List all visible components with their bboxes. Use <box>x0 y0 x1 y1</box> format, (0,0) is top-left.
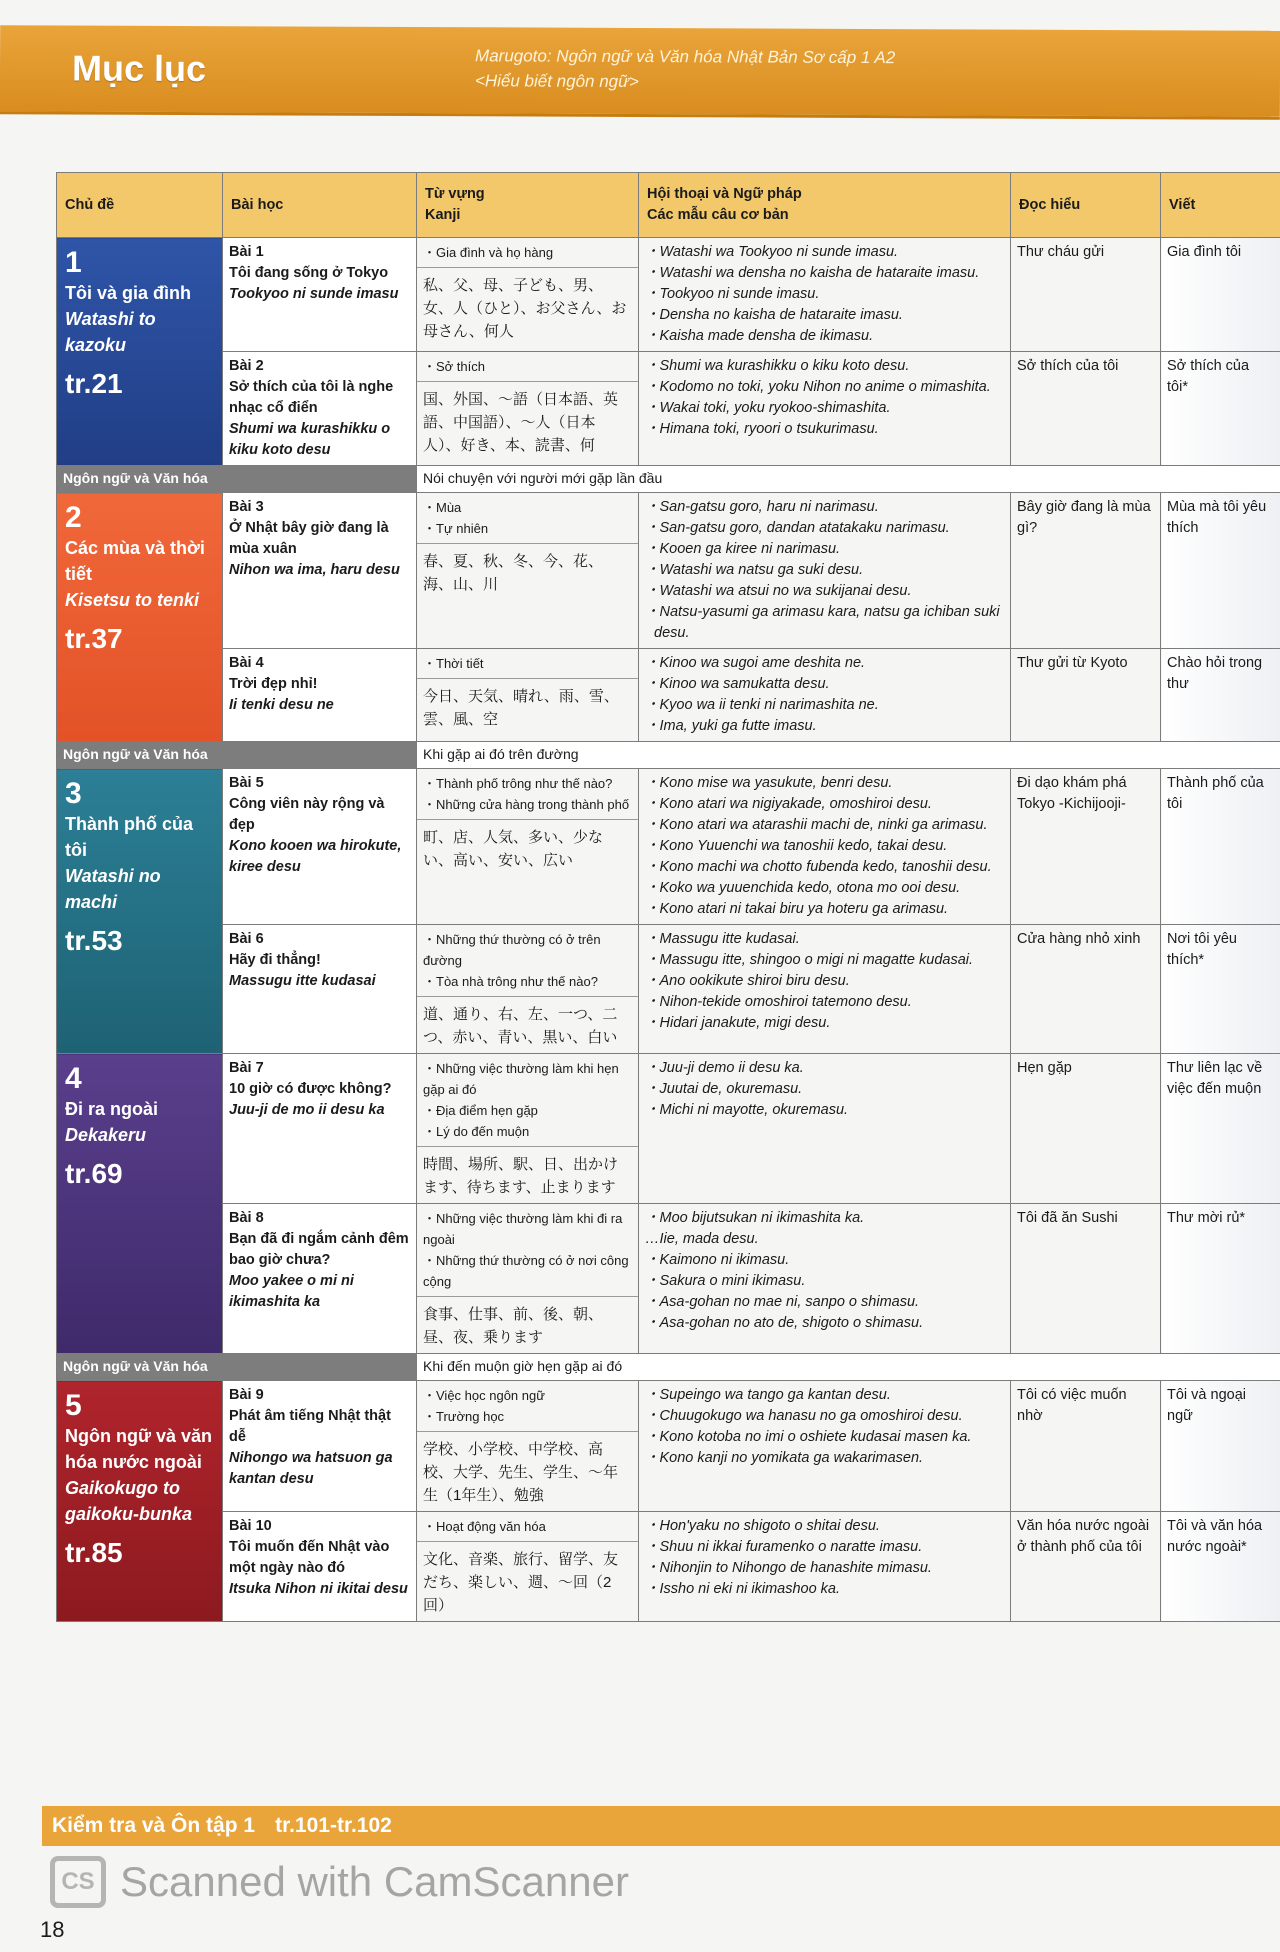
review-label: Kiểm tra và Ôn tập 1 <box>52 1814 256 1837</box>
culture-topic: Khi gặp ai đó trên đường <box>417 742 1280 769</box>
grammar-sentence: ・San-gatsu goro, dandan atatakaku narimasu. <box>645 520 950 536</box>
col-grammar-header <box>639 173 1011 238</box>
topic-cell <box>57 493 223 742</box>
grammar-cell <box>639 1204 1011 1354</box>
topic-romaji: Gaikokugo to gaikoku-bunka <box>65 1478 193 1524</box>
lesson-title: Hãy đi thẳng! <box>229 952 321 968</box>
grammar-cell <box>639 493 1011 649</box>
grammar-sentence: ・Kaisha made densha de ikimasu. <box>645 328 874 344</box>
grammar-sentence: ・Asa-gohan no mae ni, sanpo o shimasu. <box>645 1294 920 1310</box>
reading-cell: Bây giờ đang là mùa gì? <box>1011 493 1161 649</box>
grammar-sentence: ・Natsu-yasumi ga arimasu kara, natsu ga ichiban suki desu. <box>645 604 1000 641</box>
topic-romaji: Dekakeru <box>65 1125 147 1145</box>
writing-cell: Sở thích của tôi* <box>1161 352 1280 466</box>
kanji-list: 春、夏、秋、冬、今、花、海、山、川 <box>423 553 604 593</box>
vocab-topic: ・Lý do đến muộn <box>423 1124 530 1139</box>
vocab-topic: ・Hoạt động văn hóa <box>423 1519 546 1534</box>
lesson-number: Bài 3 <box>229 499 264 515</box>
vocab-cell <box>417 1512 639 1622</box>
vocab-topic: ・Những việc thường làm khi hẹn gặp ai đó <box>423 1061 619 1097</box>
table-header-row <box>57 173 1280 238</box>
lesson-romaji: Nihongo wa hatsuon ga kantan desu <box>229 1450 393 1487</box>
lesson-row <box>57 238 1280 352</box>
topic-romaji: Watashi no machi <box>65 866 161 912</box>
lesson-cell <box>223 649 417 742</box>
book-title-line: Marugoto: Ngôn ngữ và Văn hóa Nhật Bản Sơ cấp 1 A2 <box>475 46 896 68</box>
col-reading-header: Đọc hiểu <box>1011 173 1161 238</box>
lesson-row <box>57 1512 1280 1622</box>
grammar-cell <box>639 1054 1011 1204</box>
review-pages: tr.101-tr.102 <box>275 1814 392 1837</box>
writing-cell: Mùa mà tôi yêu thích <box>1161 493 1280 649</box>
grammar-sentence: ・Kono kotoba no imi o oshiete kudasai masen ka. <box>645 1429 972 1445</box>
grammar-sentence: ・Juu-ji demo ii desu ka. <box>645 1060 804 1076</box>
reading-cell: Tôi có việc muốn nhờ <box>1011 1381 1161 1512</box>
vocab-divider <box>417 996 638 997</box>
culture-row <box>57 742 1280 769</box>
vocab-topic: ・Thời tiết <box>423 656 484 671</box>
topic-romaji: Kisetsu to tenki <box>65 590 200 610</box>
grammar-cell <box>639 1381 1011 1512</box>
lesson-number: Bài 7 <box>229 1060 264 1076</box>
lesson-cell <box>223 238 417 352</box>
lesson-cell <box>223 1512 417 1622</box>
topic-cell <box>57 769 223 1054</box>
vocab-topic: ・Thành phố trông như thế nào? <box>423 776 613 791</box>
lesson-number: Bài 2 <box>229 358 264 374</box>
vocab-topic: ・Địa điểm hẹn gặp <box>423 1103 538 1118</box>
topic-title: Ngôn ngữ và văn hóa nước ngoài <box>65 1426 213 1472</box>
vocab-cell <box>417 649 639 742</box>
book-subtitle <box>475 43 895 95</box>
grammar-sentence: ・Shuu ni ikkai furamenko o naratte imasu. <box>645 1539 923 1555</box>
grammar-sentence: ・Watashi wa atsui no wa sukijanai desu. <box>645 583 912 599</box>
culture-label: Ngôn ngữ và Văn hóa <box>57 742 417 769</box>
grammar-cell <box>639 649 1011 742</box>
lesson-romaji: Ii tenki desu ne <box>229 697 334 713</box>
vocab-divider <box>417 819 638 820</box>
vocab-cell <box>417 1381 639 1512</box>
grammar-sentence: ・Kyoo wa ii tenki ni narimashita ne. <box>645 697 879 713</box>
lesson-row <box>57 1204 1280 1354</box>
grammar-sentence: ・Kodomo no toki, yoku Nihon no anime o mimashita. <box>645 379 991 395</box>
grammar-sentence: ・Kono atari ni takai biru ya hoteru ga arimasu. <box>645 901 949 917</box>
col-theme-header: Chủ đề <box>57 173 223 238</box>
writing-cell: Thành phố của tôi <box>1161 769 1280 925</box>
topic-cell <box>57 1054 223 1354</box>
vocab-topic: ・Tự nhiên <box>423 521 489 536</box>
vocab-cell <box>417 925 639 1054</box>
col-vocab-header <box>417 173 639 238</box>
kanji-list: 道、通り、右、左、一つ、二つ、赤い、青い、黒い、白い <box>423 1006 618 1046</box>
reading-cell: Thư cháu gửi <box>1011 238 1161 352</box>
grammar-sentence: ・Kaimono ni ikimasu. <box>645 1252 790 1268</box>
lesson-row <box>57 769 1280 925</box>
topic-title: Tôi và gia đình <box>65 283 192 303</box>
topic-romaji: Watashi to kazoku <box>65 309 156 355</box>
lesson-romaji: Itsuka Nihon ni ikitai desu <box>229 1581 408 1597</box>
vocab-cell <box>417 1054 639 1204</box>
grammar-sentence: ・Ano ookikute shiroi biru desu. <box>645 973 850 989</box>
grammar-sentence: ・Ima, yuki ga futte imasu. <box>645 718 817 734</box>
grammar-sentence: ・Koko wa yuuenchida kedo, otona mo ooi desu. <box>645 880 961 896</box>
vocab-divider <box>417 1146 638 1147</box>
culture-topic: Nói chuyện với người mới gặp lần đầu <box>417 466 1280 493</box>
vocab-divider <box>417 678 638 679</box>
lesson-romaji: Kono kooen wa hirokute, kiree desu <box>229 838 402 875</box>
vocab-topic: ・Tòa nhà trông như thế nào? <box>423 974 598 989</box>
lesson-title: Sở thích của tôi là nghe nhạc cổ điển <box>229 379 394 416</box>
culture-label: Ngôn ngữ và Văn hóa <box>57 466 417 493</box>
lesson-title: Bạn đã đi ngắm cảnh đêm bao giờ chưa? <box>229 1231 409 1268</box>
lesson-number: Bài 6 <box>229 931 264 947</box>
lesson-number: Bài 5 <box>229 775 264 791</box>
vocab-header-line1: Từ vựng <box>425 186 485 202</box>
grammar-sentence: ・Densha no kaisha de hataraite imasu. <box>645 307 903 323</box>
kanji-list: 文化、音楽、旅行、留学、友だち、楽しい、週、～回（2回） <box>423 1551 619 1614</box>
vocab-header-line2: Kanji <box>425 207 461 223</box>
topic-title: Các mùa và thời tiết <box>65 538 205 584</box>
grammar-sentence: ・Issho ni eki ni ikimashoo ka. <box>645 1581 841 1597</box>
lesson-cell <box>223 925 417 1054</box>
topic-page: tr.37 <box>65 623 123 654</box>
topic-page: tr.69 <box>65 1158 123 1189</box>
grammar-sentence: ・Kooen ga kiree ni narimasu. <box>645 541 841 557</box>
grammar-sentence: ・Sakura o mini ikimasu. <box>645 1273 806 1289</box>
grammar-sentence: ・Supeingo wa tango ga kantan desu. <box>645 1387 891 1403</box>
reading-cell: Cửa hàng nhỏ xinh <box>1011 925 1161 1054</box>
grammar-sentence: ・Kono atari wa nigiyakade, omoshiroi desu. <box>645 796 932 812</box>
vocab-divider <box>417 381 638 382</box>
vocab-cell <box>417 352 639 466</box>
camscanner-logo-icon: CS <box>50 1856 106 1908</box>
lesson-row <box>57 1054 1280 1204</box>
reading-cell: Sở thích của tôi <box>1011 352 1161 466</box>
scanner-watermark <box>50 1852 629 1912</box>
kanji-list: 町、店、人気、多い、少ない、高い、安い、広い <box>423 829 604 869</box>
lesson-title: Tôi muốn đến Nhật vào một ngày nào đó <box>229 1539 390 1576</box>
grammar-sentence: ・Tookyoo ni sunde imasu. <box>645 286 820 302</box>
vocab-divider <box>417 1541 638 1542</box>
lesson-title: 10 giờ có được không? <box>229 1081 392 1097</box>
grammar-sentence: ・Kono kanji no yomikata ga wakarimasen. <box>645 1450 924 1466</box>
writing-cell: Thư mời rủ* <box>1161 1204 1280 1354</box>
vocab-cell <box>417 238 639 352</box>
grammar-sentence: ・Himana toki, ryoori o tsukurimasu. <box>645 421 879 437</box>
lesson-romaji: Tookyoo ni sunde imasu <box>229 286 399 302</box>
vocab-topic: ・Những thứ thường có ở nơi công cộng <box>423 1253 629 1289</box>
review-bar <box>42 1806 1280 1846</box>
grammar-sentence: ・Asa-gohan no ato de, shigoto o shimasu. <box>645 1315 924 1331</box>
lesson-number: Bài 4 <box>229 655 264 671</box>
lesson-romaji: Juu-ji de mo ii desu ka <box>229 1102 385 1118</box>
vocab-topic: ・Gia đình và họ hàng <box>423 245 554 260</box>
vocab-cell <box>417 1204 639 1354</box>
col-writing-header: Viết <box>1161 173 1280 238</box>
reading-cell: Đi dạo khám phá Tokyo -Kichijooji- <box>1011 769 1161 925</box>
kanji-list: 私、父、母、子ども、男、女、人（ひと）、お父さん、お母さん、何人 <box>423 277 627 340</box>
grammar-sentence: ・Nihonjin to Nihongo de hanashite mimasu. <box>645 1560 932 1576</box>
lesson-title: Tôi đang sống ở Tokyo <box>229 265 389 281</box>
culture-label: Ngôn ngữ và Văn hóa <box>57 1354 417 1381</box>
lesson-row <box>57 1381 1280 1512</box>
vocab-divider <box>417 267 638 268</box>
topic-number: 4 <box>65 1062 82 1095</box>
grammar-sentence: ・Kono Yuuenchi wa tanoshii kedo, takai desu. <box>645 838 948 854</box>
topic-page: tr.21 <box>65 368 123 399</box>
vocab-divider <box>417 1296 638 1297</box>
lesson-cell <box>223 1054 417 1204</box>
vocab-divider <box>417 543 638 544</box>
header-banner <box>0 25 1280 120</box>
writing-cell: Nơi tôi yêu thích* <box>1161 925 1280 1054</box>
vocab-divider <box>417 1431 638 1432</box>
grammar-header-line1: Hội thoại và Ngữ pháp <box>647 186 802 202</box>
grammar-header-line2: Các mẫu câu cơ bản <box>647 207 789 223</box>
kanji-list: 時間、場所、駅、日、出かけます、待ちます、止まります <box>423 1156 619 1196</box>
page-title: Mục lục <box>71 47 207 90</box>
grammar-cell <box>639 238 1011 352</box>
grammar-sentence: ・Watashi wa natsu ga suki desu. <box>645 562 864 578</box>
grammar-sentence: ・Wakai toki, yoku ryokoo-shimashita. <box>645 400 891 416</box>
topic-title: Đi ra ngoài <box>65 1099 159 1119</box>
lesson-cell <box>223 352 417 466</box>
reading-cell: Văn hóa nước ngoài ở thành phố của tôi <box>1011 1512 1161 1622</box>
grammar-cell <box>639 352 1011 466</box>
grammar-sentence: ・Hidari janakute, migi desu. <box>645 1015 831 1031</box>
vocab-topic: ・Sở thích <box>423 359 485 374</box>
grammar-cell <box>639 769 1011 925</box>
grammar-sentence: ・Kono mise wa yasukute, benri desu. <box>645 775 893 791</box>
lesson-number: Bài 1 <box>229 244 264 260</box>
lesson-cell <box>223 1204 417 1354</box>
kanji-list: 国、外国、～語（日本語、英語、中国語）、～人（日本人）、好き、本、読書、何 <box>423 391 619 454</box>
topic-page: tr.85 <box>65 1537 123 1568</box>
page-number: 18 <box>40 1917 65 1942</box>
topic-title: Thành phố của tôi <box>65 814 193 860</box>
culture-topic: Khi đến muộn giờ hẹn gặp ai đó <box>417 1354 1280 1381</box>
topic-number: 2 <box>65 501 82 534</box>
kanji-list: 今日、天気、晴れ、雨、雪、雲、風、空 <box>423 688 619 728</box>
lesson-cell <box>223 769 417 925</box>
lesson-cell <box>223 1381 417 1512</box>
culture-row <box>57 466 1280 493</box>
topic-cell <box>57 1381 223 1622</box>
grammar-cell <box>639 925 1011 1054</box>
vocab-cell <box>417 493 639 649</box>
grammar-sentence: ・San-gatsu goro, haru ni narimasu. <box>645 499 879 515</box>
vocab-topic: ・Trường học <box>423 1409 505 1424</box>
lesson-cell <box>223 493 417 649</box>
kanji-list: 食事、仕事、前、後、朝、昼、夜、乗ります <box>423 1306 604 1346</box>
grammar-sentence: ・Hon'yaku no shigoto o shitai desu. <box>645 1518 880 1534</box>
grammar-sentence: ・Nihon-tekide omoshiroi tatemono desu. <box>645 994 912 1010</box>
vocab-cell <box>417 769 639 925</box>
vocab-topic: ・Những cửa hàng trong thành phố <box>423 797 630 812</box>
col-lesson-header: Bài học <box>223 173 417 238</box>
writing-cell: Thư liên lạc về việc đến muộn <box>1161 1054 1280 1204</box>
vocab-topic: ・Những việc thường làm khi đi ra ngoài <box>423 1211 623 1247</box>
reading-cell: Thư gửi từ Kyoto <box>1011 649 1161 742</box>
vocab-topic: ・Mùa <box>423 500 462 515</box>
lesson-row <box>57 352 1280 466</box>
vocab-topic: ・Việc học ngôn ngữ <box>423 1388 545 1403</box>
lesson-romaji: Shumi wa kurashikku o kiku koto desu <box>229 421 391 458</box>
culture-row <box>57 1354 1280 1381</box>
grammar-sentence: ・Watashi wa densha no kaisha de hataraite imasu. <box>645 265 980 281</box>
topic-page: tr.53 <box>65 925 123 956</box>
toc-table <box>56 172 1280 1622</box>
grammar-sentence: ・Juutai de, okuremasu. <box>645 1081 803 1097</box>
lesson-number: Bài 10 <box>229 1518 272 1534</box>
writing-cell: Tôi và ngoại ngữ <box>1161 1381 1280 1512</box>
lesson-row <box>57 925 1280 1054</box>
grammar-sentence: ・Chuugokugo wa hanasu no ga omoshiroi desu. <box>645 1408 963 1424</box>
topic-cell <box>57 238 223 466</box>
lesson-row <box>57 649 1280 742</box>
reading-cell: Hẹn gặp <box>1011 1054 1161 1204</box>
book-series-line: <Hiểu biết ngôn ngữ> <box>474 71 639 91</box>
grammar-sentence: ・Moo bijutsukan ni ikimashita ka. <box>645 1210 865 1226</box>
lesson-romaji: Moo yakee o mi ni ikimashita ka <box>229 1273 354 1310</box>
topic-number: 3 <box>65 777 82 810</box>
writing-cell: Gia đình tôi <box>1161 238 1280 352</box>
kanji-list: 学校、小学校、中学校、高校、大学、先生、学生、～年生（1年生）、勉強 <box>423 1441 619 1504</box>
lesson-romaji: Massugu itte kudasai <box>229 973 376 989</box>
lesson-number: Bài 8 <box>229 1210 264 1226</box>
reading-cell: Tôi đã ăn Sushi <box>1011 1204 1161 1354</box>
lesson-number: Bài 9 <box>229 1387 264 1403</box>
lesson-title: Công viên này rộng và đẹp <box>229 796 385 833</box>
grammar-sentence: …Iie, mada desu. <box>645 1231 759 1247</box>
grammar-sentence: ・Massugu itte, shingoo o migi ni magatte kudasai. <box>645 952 974 968</box>
grammar-sentence: ・Michi ni mayotte, okuremasu. <box>645 1102 849 1118</box>
writing-cell: Chào hỏi trong thư <box>1161 649 1280 742</box>
writing-cell: Tôi và văn hóa nước ngoài* <box>1161 1512 1280 1622</box>
grammar-sentence: ・Kinoo wa samukatta desu. <box>645 676 830 692</box>
grammar-sentence: ・Kono machi wa chotto fubenda kedo, tanoshii desu. <box>645 859 992 875</box>
vocab-topic: ・Những thứ thường có ở trên đường <box>423 932 601 968</box>
topic-number: 1 <box>65 246 82 279</box>
lesson-row <box>57 493 1280 649</box>
watermark-text: Scanned with CamScanner <box>120 1858 629 1905</box>
grammar-sentence: ・Massugu itte kudasai. <box>645 931 800 947</box>
lesson-romaji: Nihon wa ima, haru desu <box>229 562 400 578</box>
grammar-sentence: ・Shumi wa kurashikku o kiku koto desu. <box>645 358 910 374</box>
lesson-title: Phát âm tiếng Nhật thật dễ <box>229 1408 391 1445</box>
toc-body <box>57 238 1280 1622</box>
lesson-title: Trời đẹp nhỉ! <box>229 676 318 692</box>
lesson-title: Ở Nhật bây giờ đang là mùa xuân <box>229 520 389 557</box>
topic-number: 5 <box>65 1389 82 1422</box>
grammar-sentence: ・Kinoo wa sugoi ame deshita ne. <box>645 655 866 671</box>
grammar-sentence: ・Watashi wa Tookyoo ni sunde imasu. <box>645 244 899 260</box>
grammar-cell <box>639 1512 1011 1622</box>
grammar-sentence: ・Kono atari wa atarashii machi de, ninki ga arimasu. <box>645 817 988 833</box>
